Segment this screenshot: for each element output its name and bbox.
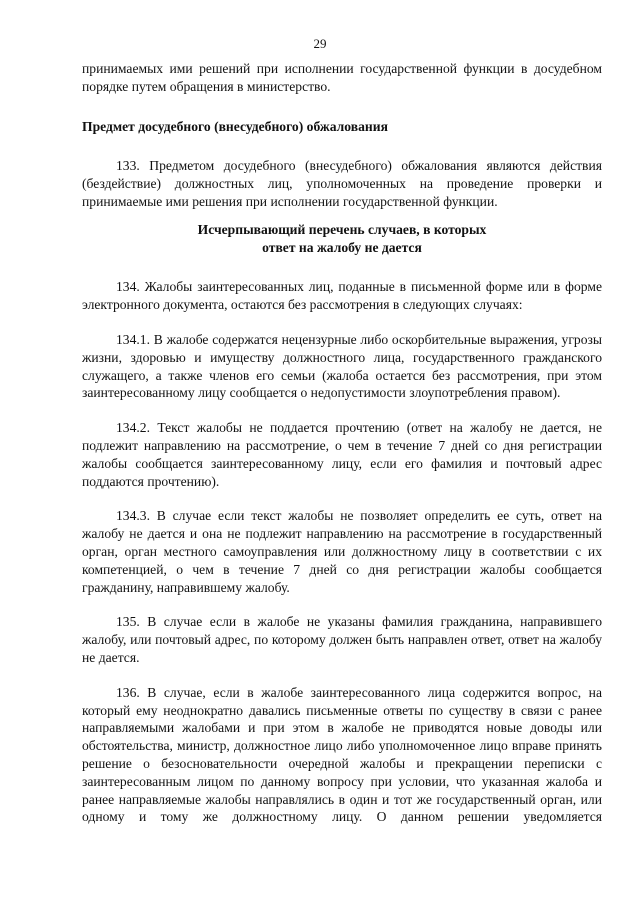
document-body [82, 60, 602, 826]
section-heading-appeal-subject: Предмет досудебного (внесудебного) обжалования [82, 118, 388, 134]
section-heading-no-answer-line-2: ответ на жалобу не дается [262, 239, 422, 255]
paragraph-134-3: 134.3. В случае если текст жалобы не позволяет определить ее суть, ответ на жалобу не дается и она не подлежит направлению на рассмотрение в государственный орган, орган местного самоуправления или должностному лицу в соответствии с их компетенцией, о чем в течение 7 дней со дня регистрации жалобы сообщается гражданину, направившему жалобу. [82, 508, 602, 595]
paragraph-136: 136. В случае, если в жалобе заинтересованного лица содержится вопрос, на который ему неоднократно давались письменные ответы по существу в связи с ранее направляемыми жалобами и при этом в жалобе не приводятся новые доводы или обстоятельства, министр, должностное лицо либо уполномоченное лицо вправе принять решение о безосновательности очередной жалобы и прекращении переписки с заинтересованным лицом по данному вопросу при условии, что указанная жалоба и ранее направляемые жалобы направлялись в один и тот же государственный орган, или одному и тому же должностному лицу. О данном решении уведомляется [82, 684, 602, 825]
paragraph-134: 134. Жалобы заинтересованных лиц, поданные в письменной форме или в форме электронного документа, остаются без рассмотрения в следующих случаях: [82, 279, 602, 313]
paragraph-135: 135. В случае если в жалобе не указаны фамилия гражданина, направившего жалобу, или почтовый адрес, по которому должен быть направлен ответ, ответ на жалобу не дается. [82, 614, 602, 665]
paragraph-134-2: 134.2. Текст жалобы не поддается прочтению (ответ на жалобу не дается, не подлежит направлению на рассмотрение, о чем в течение 7 дней со дня регистрации жалобы сообщается заинтересованному лицу, если его фамилия и почтовый адрес поддаются прочтению). [82, 420, 602, 489]
section-heading-no-answer [82, 221, 602, 257]
paragraph-134-1: 134.1. В жалобе содержатся нецензурные либо оскорбительные выражения, угрозы жизни, здоровью и имуществу должностного лица, государственного гражданского служащего, а также членов его семьи (жалоба остается без рассмотрения, при этом заинтересованному лицу сообщается о недопустимости злоупотребления правом). [82, 331, 602, 401]
paragraph-133: 133. Предметом досудебного (внесудебного) обжалования являются действия (бездействие) должностных лиц, уполномоченных на проведение проверки и принимаемые ими решения при исполнении государственной функции. [82, 158, 602, 209]
page-number: 29 [313, 36, 327, 51]
section-heading-no-answer-line-1: Исчерпывающий перечень случаев, в которых [197, 221, 487, 237]
continuation-paragraph: принимаемых ими решений при исполнении государственной функции в досудебном порядке путем обращения в министерство. [82, 61, 602, 94]
